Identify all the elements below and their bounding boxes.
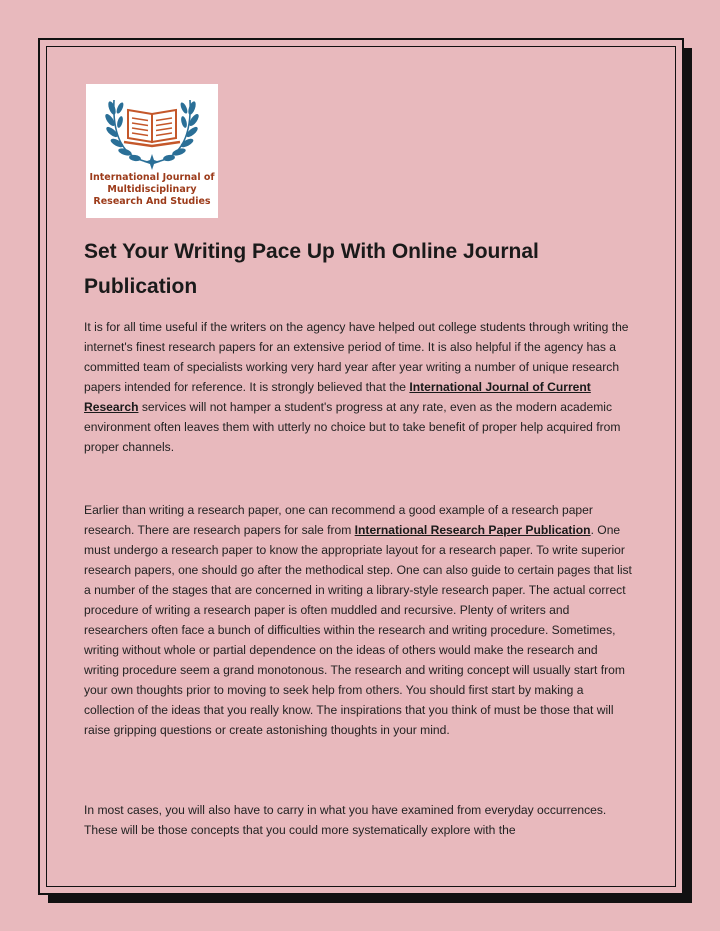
logo-line-1: International Journal of (89, 172, 215, 183)
international-research-paper-publication-link[interactable]: International Research Paper Publication (354, 523, 591, 537)
star-icon (144, 154, 160, 170)
article-title: Set Your Writing Pace Up With Online Journal Publication (84, 240, 539, 298)
paragraph-2-text-b: . One must undergo a research paper to know the appropriate layout for a research paper. To write superior research papers, one should go after the methodical step. One can also guide to certain pages that list a number of the stages that are concerned in writing a library-style research paper. The actual correct procedure of writing a research paper is often muddled and recursive. Plenty of writers and researchers often face a bunch of difficulties within the research and writing procedure. Sometimes, writing without whole or partial dependence on the ideas of others would make the research and writing procedure seem a grand monotonous. The research and writing concept will usually start from your own thoughts prior to moving to seek help from others. You should first start by making a collection of the ideas that you really know. The inspirations that you think of must be those that will raise gripping questions or create astonishing thoughts in your mind. (84, 523, 632, 737)
paragraph-1-text-a: It is for all time useful if the writers on the agency have helped out college students through writing the internet's finest research papers for an extensive period of time. It is also helpful if the agency has a committed team of specialists working very hard year after year writing a number of unique research papers intended for reference. It is strongly believed that the (84, 320, 629, 394)
paragraph-1-text-b: services will not hamper a student's progress at any rate, even as the modern academic environment often leaves them with utterly no choice but to take benefit of proper help acquired from proper channels. (84, 400, 621, 454)
logo-line-3: Research And Studies (93, 196, 211, 207)
international-journal-of-current-research-link[interactable]: International Journal of Current Research (84, 380, 591, 414)
article-paragraph-2 (84, 500, 632, 740)
article-paragraph-3: In most cases, you will also have to carry in what you have examined from everyday occurrences. These will be those concepts that you could more systematically explore with the (84, 803, 607, 837)
paragraph-2-text-a: Earlier than writing a research paper, one can recommend a good example of a research paper research. There are research papers for sale from (84, 503, 593, 537)
article-paragraph-1 (84, 317, 632, 457)
journal-logo-caption (86, 172, 218, 208)
open-book-icon (124, 110, 180, 146)
logo-line-2: Multidisciplinary (107, 184, 197, 195)
